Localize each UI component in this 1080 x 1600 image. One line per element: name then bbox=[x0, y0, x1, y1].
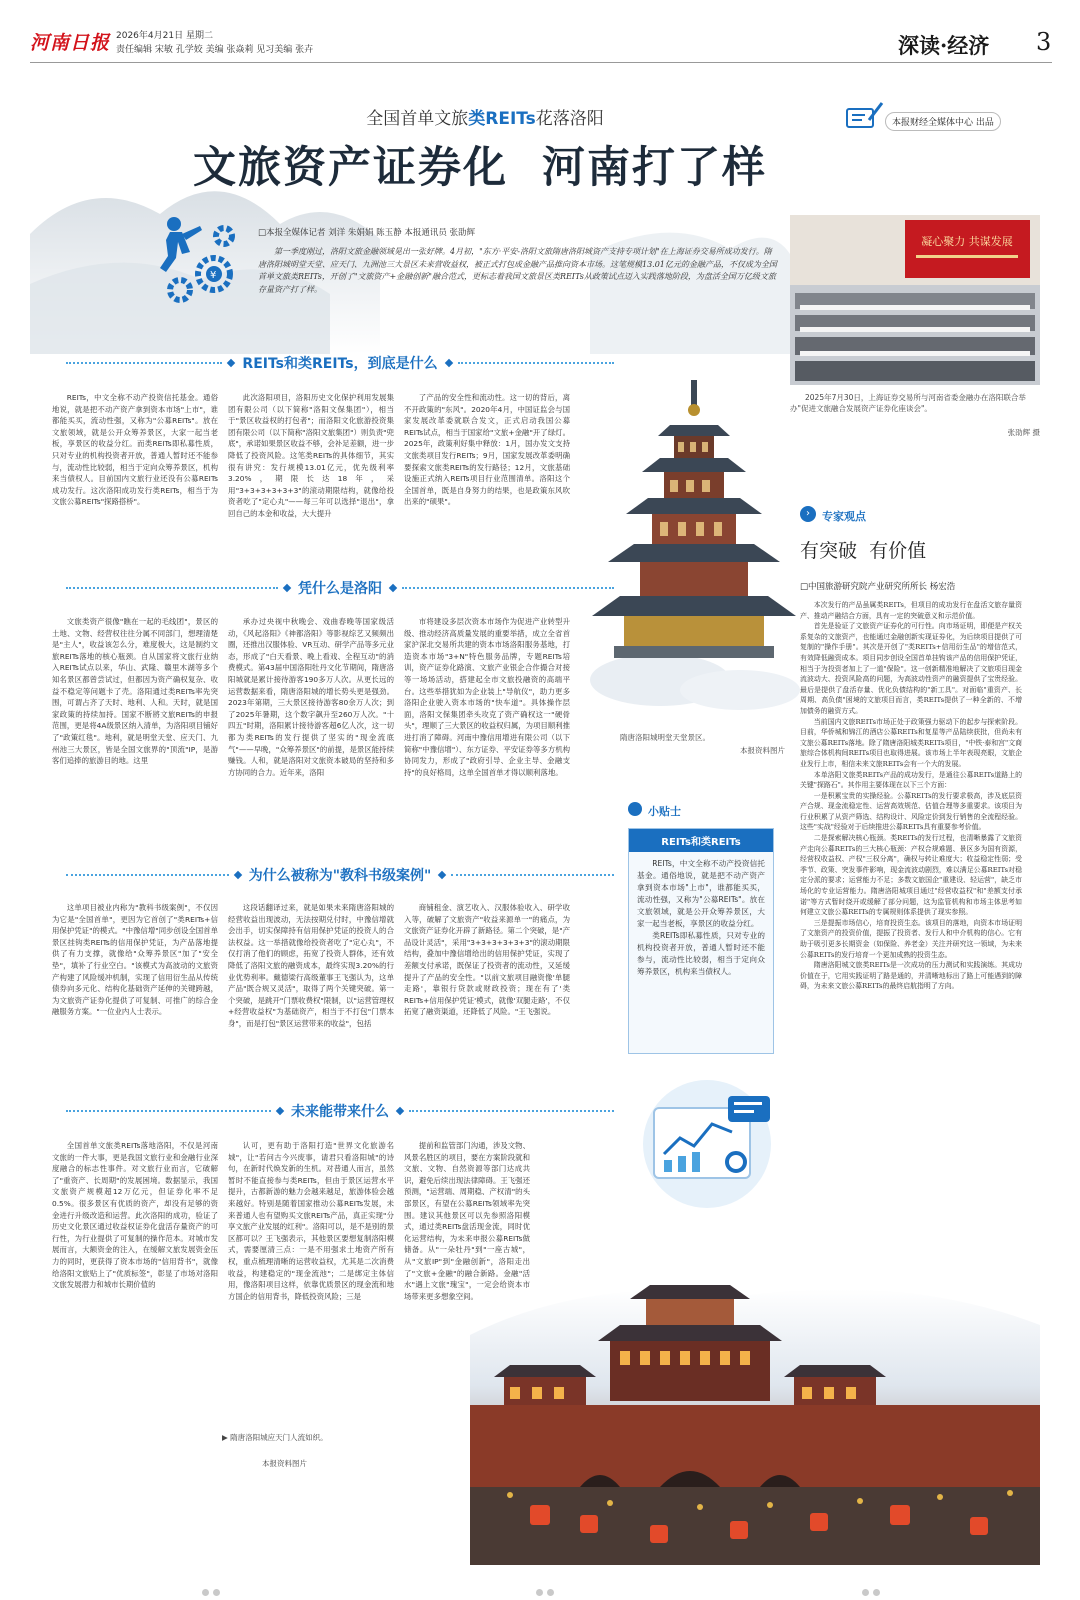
lead-paragraph: 第一季度刚过，洛阳文旅金融领域晃出一张好牌。4月初，"东方·平安-洛阳文旅隋唐洛阳城资产支持专项计划"在上海证券交易所成功发行。隋唐洛阳城明堂天堂、应天门、九洲池三大景区未来营收益权，被正式打包成金融产品推向资本市场。这笔规模13.01亿元的金融产品，不仅成为全国首单文旅类REITs，开创了"文旅资产+金融创新"融合范式，更标志着我国文旅景区类REITs从政策试点迈入实践落地阶段，为盘活全国万亿级文旅存量资产打了样。 bbox=[258, 247, 777, 294]
expert-para-4: 本单洛阳文旅类REITs产品的成功发行，是通往公募REITs道路上的关键"探路石"。其作用主要体现在以下三个方面： bbox=[800, 770, 1022, 790]
media-center-text: 本报财经全媒体中心 出品 bbox=[885, 112, 1001, 131]
editor-credits: 责任编辑 宋敏 孔学姣 美编 张焱莉 见习美编 张卉 bbox=[116, 45, 314, 55]
section-3-col-1-text: 这单项目被业内称为"教科书级案例"，不仅因为它是"全国首单"，更因为它首创了"类REITs+信用保护凭证"的模式。"中豫信增"同步创设全国首单景区挂钩类REITs的信用保护凭证，为产品落地提供了有力支撑，就像给"众筹养景区"加了"安全垫"，填补了行业空白。"该模式为高波动的文旅资产构建了风险缓冲机制，实现了信用衍生品从传统债券向多元化、结构化基础资产延伸的关键跨越，为文旅资产证券化提供了可复制、可推广的综合金融服务方案。"一位业内人士表示。 bbox=[52, 903, 218, 1017]
section-4-col-1-text: 全国首单文旅类REITs落地洛阳，不仅是河南文旅的一件大事，更是我国文旅行业和金融行业深度融合的标志性事件。对文旅行业而言，它破解了"重资产、长周期"的发展困境。数据显示，我国文旅资产规模超12万亿元，但证券化率不足0.5%。很多景区有优质的资产，却没有足够的资金进行升级改造和运营。此次洛阳的成功，验证了历史文化景区通过收益权证券化盘活存量资产的可行性，为行业提供了可复制的操作范本。对城市发展而言，大额资金的注入，在缓解文旅发展资金压力的同时，更获得了资本市场的"信用背书"，就像给洛阳文旅贴上了"优质标签"，彰显了市场对洛阳文旅发展潜力和城市长期价值的 bbox=[52, 1141, 218, 1290]
pagoda-illustration bbox=[590, 380, 800, 720]
section-2-diamond-icon-right bbox=[389, 584, 397, 592]
tips-box-title: REITs和类REITs bbox=[629, 829, 773, 852]
footer-dot bbox=[536, 1589, 543, 1596]
pagoda-caption: 隋唐洛阳城明堂天堂景区。 bbox=[620, 733, 710, 742]
conference-banner-text: 凝心聚力 共谋发展 bbox=[921, 235, 1013, 248]
headline: 文旅资产证券化 河南打了样 bbox=[193, 143, 767, 193]
section-2-col-3 bbox=[404, 616, 570, 852]
expert-para-2: 首先是验证了文旅资产证券化的可行性。向市场证明，即便是产权关系复杂的文旅资产，也能通过金融创新实现证券化，为后续项目提供了可复制的"操作手册"。其次是开创了"类REITs+信用衍生品"的增信范式，有效降低融资成本。项目同步创设全国首单挂钩该产品的信用保护凭证，相当于为投资者加上了一道"保险"。这一创新精准地解决了文旅项目现金流波动大、投资风险高的问题，为高波动性资产的融资提供了宝贵经验。最后是提供了盘活存量、优化负债结构的"新工具"。对面临"重资产、长周期、高负债"困境的文旅项目而言，类REITs提供了一种全新的、不增加债务的融资方式。 bbox=[800, 622, 1022, 715]
edit-document-icon bbox=[845, 100, 885, 132]
section-1-dots-left bbox=[66, 362, 222, 364]
conference-photo bbox=[790, 215, 1040, 385]
section-1-col-1-text: REITs，中文全称不动产投资信托基金。通俗地说，就是把不动产资产拿到资本市场"上市"，谁都能买买，流动性强，又称为"公募REITs"。放在文旅领域，就是公开众筹养景区，大家一起当老板，享景区的收益分红。而类REITs即私募性质，只对专业的机构投资者开放，普通人暂时还不能参与，流动性比较弱，相当于定向众筹养景区，机构来当债权人。目前国内文旅行业还没有公募REITs成功发行。这次洛阳成功发行类REITs，相当于为文旅公募REITs"探路搭桥"。 bbox=[52, 393, 218, 507]
masthead-rule bbox=[30, 62, 1052, 63]
expert-para-6: 二是探索解决核心瓶颈。类REITs的发行过程，也清晰暴露了文旅资产走向公募REITs的三大核心瓶颈：产权合规难题、景区多为国有资源，经营权收益权、产权"三权分离"，确权与转让难度大；收益稳定性弱；受季节、政策、突发事件影响，现金流波动剧烈，难以满足公募REITs对稳定分派的要求；运营能力不足；多数文旅国企"重建设、轻运营"，缺乏市场化的专业运营能力。隋唐洛阳城项目通过"经营收益权"和"差额支付承诺"等方式暂时绕开或缓解了部分问题，这为监管机构和市场主体思考如何建立文旅公募REITs的专属规则体系提供了现实参照。 bbox=[800, 834, 1022, 917]
expert-panel bbox=[778, 500, 1044, 1000]
bottom-photo-caption bbox=[222, 1432, 352, 1443]
section-4-dots-left bbox=[66, 1110, 271, 1112]
section-1-dots-right bbox=[458, 362, 614, 364]
expert-para-7: 三是提振市场信心，培育投资生态。该项目的落地，向资本市场证明了文旅资产的投资价值，提振了投资者、发行人和中介机构的信心。它有助于吸引更多长期资金（如保险、养老金）关注并研究这一领域，为未来公募REITs的发行培育一个更加成熟的投资生态。 bbox=[800, 918, 1022, 959]
section-3-col-1 bbox=[52, 902, 218, 1084]
section-1-col-3-text: 了产品的安全性和流动性。这一切的背后，离不开政策的"东风"。2020年4月，中国证监会与国家发展改革委就联合发文，正式启动我国公募REITs试点，相当于国家给"文旅+金融"开了绿灯。2025年，政策利好集中释放：1月，国办发文支持文旅类项目发行REITs；9月，国家发展改革委明确要探索文旅类REITs的发行路径；12月，文旅基础设施正式纳入REITs项目行业范围清单。洛阳这个全国首单，既是自身努力的结果，也是政策东风吹出来的"硕果"。 bbox=[404, 393, 570, 507]
tips-para-1: REITs，中文全称不动产投资信托基金。通俗地说，就是把不动产资产拿到资本市场"上市"，谁都能买买，流动性强，又称为"公募REITs"。放在文旅领域，就是公开众筹养景区，大家一起当老板，享景区的收益分红。 bbox=[637, 859, 765, 928]
footer-dot bbox=[547, 1589, 554, 1596]
byline: □本报全媒体记者 刘洋 朱娟娟 陈玉静 本报通讯员 张劭辉 bbox=[258, 228, 476, 238]
subheadline bbox=[300, 104, 670, 129]
section-2-col-2 bbox=[228, 616, 394, 852]
tips-box bbox=[628, 828, 774, 1054]
section-4-heading bbox=[60, 1098, 620, 1124]
lightbulb-icon bbox=[628, 802, 642, 816]
footer-dot bbox=[873, 1589, 880, 1596]
tips-tag: 小贴士 bbox=[648, 805, 681, 818]
pagoda-credit: 本报资料图片 bbox=[740, 746, 785, 755]
footer-dots-right bbox=[860, 1581, 882, 1600]
expert-para-8: 隋唐洛阳城文旅类REITs是一次成功的压力测试和实践演练。其成功价值在于，它用实践证明了路是通的，并清晰地标出了路上可能遇到的障碍，为未来文旅公募REITs的最终启航指明了方向。 bbox=[800, 961, 1022, 991]
footer-dot bbox=[862, 1589, 869, 1596]
media-center-badge bbox=[845, 100, 1035, 134]
section-4-title: 未来能带来什么 bbox=[291, 1104, 389, 1120]
conference-photo-credit: 张劭辉 摄 bbox=[1007, 428, 1040, 437]
section-3-heading bbox=[60, 862, 620, 888]
section-2-dots-left bbox=[66, 587, 278, 589]
footer-dots-left bbox=[200, 1581, 222, 1600]
section-1-title: REITs和类REITs，到底是什么 bbox=[242, 356, 438, 372]
expert-author: □中国旅游研究院产业研究所所长 杨宏浩 bbox=[800, 582, 956, 592]
yingtian-gate-photo bbox=[470, 1255, 1040, 1565]
tips-header bbox=[628, 800, 768, 822]
page-number: 3 bbox=[1036, 28, 1052, 56]
section-2-col-2-text: 承办过央视中秋晚会、戏曲春晚等国家级活动，《风起洛阳》《神都洛阳》等影视综艺又频频出圈，还推出汉服体验、VR互动、研学产品等多元业态，形成了"白天看景、晚上看戏、全程互动"的消费模式。第43届中国洛阳牡丹文化节期间，隋唐洛阳城就是累计接待游客190多万人次。从更长远的运营数据来看，隋唐洛阳城的增长势头更是强劲。2023年第期，三大景区接待游客80余万人次；到了2025年暑期，这个数字飙升至260万人次。"十四五"时期，洛阳累计接待游客超6亿人次，这一切都为类REITs的发行提供了坚实的"现金流底气"——早晚，"众筹养景区"的前提，是景区能持续赚钱。人和，就是洛阳对文旅资本破局的坚持和多方协同的合力。近年来，洛阳 bbox=[228, 617, 394, 777]
conference-photo-caption: 2025年7月30日，上海证券交易所与河南省委金融办在洛阳联合举办"促进文旅融合发展资产证券化座谈会"。 bbox=[790, 393, 1026, 413]
triangle-marker-icon: ▶ bbox=[222, 1433, 231, 1442]
expert-tag: 专家观点 bbox=[822, 510, 866, 523]
masthead bbox=[30, 26, 1052, 60]
expert-para-3: 当前国内文旅REITs市场正处于政策强力驱动下的起步与探索阶段。目前，华侨城和锦江的酒店公募REITs和复星等产品陆续获批，但尚未有文旅公募REITs落地。除了隋唐洛阳城类REITs项目，"中铁·泰和宫"文商旅综合体机构间REITs项目也取得进展。该市场上半年表现亮眼，文旅企业发行上市，相信未来文旅REITs会有一个大的发展。 bbox=[800, 717, 1022, 768]
section-label: 深读·经济 bbox=[898, 33, 990, 58]
section-4-col-2-text: 认可，更有助于洛阳打造"世界文化旅游名城"，让"若问古今兴废事，请君只看洛阳城"的诗句，在新时代焕发新的生机。对普通人而言，虽然暂时不能直接参与类REITs，但由于景区运营水平提升，古都新游的魅力会越来越足，旅游体验会越来越好。特别是随着国家推动公募REITs发展，未来普通人也有望购买文旅REITs产品，真正实现"分享文旅产业发展的红利"。洛阳可以，是不是别的景区都可以？王飞强表示，其他景区要想复制洛阳模式，需要厘清三点：一是不用强求土地资产所有权，重点梳理清晰的运营收益权，尤其是二次消费收益，构建稳定的"现金流池"；二是绑定主体信用，像洛阳项目这样，依靠优质景区的现金流和地方国企的信用背书，降低投资风险；三是 bbox=[228, 1141, 394, 1301]
svg-text:¥: ¥ bbox=[210, 270, 217, 281]
expert-title: 有突破 有价值 bbox=[800, 540, 927, 562]
gears-person-icon bbox=[160, 212, 240, 308]
expert-tag-icon: › bbox=[800, 506, 816, 522]
newspaper-logo: 河南日报 bbox=[30, 32, 111, 54]
section-2-col-3-text: 市将建设多层次资本市场作为促进产业转型升级、推动经济高质量发展的重要举措，成立全省首家沪深北交易所共建的资本市场洛阳服务基地，打造资本市场"3+N"特色服务品牌，专题REITs培训，资产证券化路演、文旅产业银企合作撮合对接等一场场活动，搭建起全市文旅投融资的高端平台。这些举措犹如为企业装上"导航仪"，助力更多洛阳企业驶入资本市场的"快车道"。具体操作层面，洛阳文保集团牵头攻克了资产确权这一"硬骨头"，理顺了三大景区的收益权归属，为项目顺利推进打消了障碍。河南中豫信用增进有限公司（以下简称"中豫信增"）、东方证券、平安证券等多方机构协同发力，形成了"政府引导、企业主导、金融支持"的良好格局，这单全国首单才得以顺利落地。 bbox=[404, 617, 570, 777]
section-4-col-1 bbox=[52, 1140, 218, 1370]
subheadline-highlight: 类REITs bbox=[468, 109, 536, 129]
section-3-col-3-text: 商铺租金、演艺收入、汉服体验收入、研学收入等，破解了文旅资产"收益来源单一"的痛点，为文旅资产证券化开辟了新路径。第二个突破，是"产品设计灵活"，采用"3+3+3+3+3+3"的滚动期限结构，叠加中豫信增给出的信用保护凭证，实现了差额支付承诺，既保证了投资者的流动性，又延缓提升了产品的安全性。"以前文旅项目融资像'单腿走路'，靠银行贷款或财政投资；现在有了'类REITs+信用保护凭证'模式，就像'双腿走路'，不仅拓宽了融资渠道，还降低了风险。"王飞强说。 bbox=[404, 903, 570, 1017]
section-3-title: 为什么被称为"教科书级案例" bbox=[248, 868, 432, 884]
section-4-col-2 bbox=[228, 1140, 394, 1370]
tips-para-2: 类REITs即私募性质，只对专业的机构投资者开放，普通人暂时还不能参与，流动性比较弱，相当于定向众筹养景区，机构来当债权人。 bbox=[637, 931, 765, 976]
section-1-col-2 bbox=[228, 392, 394, 567]
section-4-diamond-icon-right bbox=[396, 1107, 404, 1115]
subheadline-pre: 全国首单文旅 bbox=[366, 109, 469, 129]
bottom-photo-credit: 本报资料图片 bbox=[262, 1459, 307, 1468]
section-3-col-2-text: 这段话翻译过来，就是如果未来隋唐洛阳城的经营收益出现波动，无法按期兑付时，中豫信增就会出手，切实保障持有信用保护凭证的投资人的合法权益。这一举措就像给投资者吃了"定心丸"，不仅打消了他们的顾虑，拓宽了投资人群体，还有效降低了洛阳文旅的融资成本，最终实现3.20%的行业优势利率。戴德梁行高级董事王飞强认为，这单产品"既合规又灵活"，取得了两个关键突破。第一个突破，是跳开"门票收费权"限制，以"运营管理权+经营收益权"为基础资产，相当于不打包"门票本身"，而是打包"景区运营带来的收益"，包括 bbox=[228, 903, 394, 1028]
expert-para-5: 一是积累宝贵的实操经验。公募REITs的发行要求极高，涉及底层资产合规、现金流稳定性、运营高效规范、估值合理等多重要求。该项目为行业积累了从资产筛选、结构设计、风险定价到发行销售的全流程经验。这些"实战"经验对于后续推进公募REITs具有重要参考价值。 bbox=[800, 791, 1022, 832]
section-2-dots-right bbox=[402, 587, 614, 589]
section-3-diamond-icon-right bbox=[438, 871, 446, 879]
section-4-col-3-text: 提前和监管部门沟通，涉及文物、风景名胜区的项目，要在方案阶段就和文旅、文物、自然资源等部门达成共识，避免后续出现法律障碍。王飞强还预测，"运营端、周期稳、产权清"的头部景区，有望在公募REITs领域率先突围。建议其他景区可以先参照洛阳模式，通过类REITs盘活现金流，同时优化运营结构，为未来申报公募REITs做储备。从"一朵牡丹"到"一座古城"，从"文旅IP"到"金融创新"，洛阳走出了"文旅+金融"的融合新路。金融"活水"遇上文旅"瑰宝"，一定会给资本市场带来更多想象空间。 bbox=[404, 1141, 530, 1301]
section-3-dots-right bbox=[451, 874, 614, 876]
section-4-dots-right bbox=[409, 1110, 614, 1112]
section-3-dots-left bbox=[66, 874, 229, 876]
section-1-col-1 bbox=[52, 392, 218, 567]
subheadline-post: 花落洛阳 bbox=[535, 109, 604, 129]
footer-dot bbox=[202, 1589, 209, 1596]
footer-dots-center bbox=[534, 1581, 556, 1600]
section-2-col-1 bbox=[52, 616, 218, 852]
section-1-heading bbox=[60, 350, 620, 376]
expert-para-1: 本次发行的产品虽属类REITs，但项目的成功发行在盘活文旅存量资产、推动产融结合方面，具有一定的突破意义和示范价值。 bbox=[800, 601, 1022, 620]
section-3-col-2 bbox=[228, 902, 394, 1084]
section-1-col-2-text: 此次洛阳项目，洛阳历史文化保护利用发展集团有限公司（以下简称"洛阳文保集团"），相当于"景区收益权的打包者"；而洛阳文化旅游投资集团有限公司（以下简称"洛阳文旅集团"）则负责"兜底"，承诺如果景区收益不够，会补足差额，进一步降低了投资风险。这笔类REITs的具体细节，其实很有讲究：发行规模13.01亿元，优先级利率3.20%，期限长达18年，采用"3+3+3+3+3+3"的滚动期限结构，就像给投资者吃了"定心丸"——每三年可以选择"退出"，拿回自己的本金和收益，大大提升 bbox=[228, 393, 394, 518]
footer-dot bbox=[213, 1589, 220, 1596]
tips-body bbox=[629, 852, 773, 1048]
section-3-col-3 bbox=[404, 902, 570, 1084]
bottom-caption-text: 隋唐洛阳城应天门人流如织。 bbox=[230, 1433, 328, 1442]
section-2-title: 凭什么是洛阳 bbox=[298, 581, 382, 597]
section-1-col-3 bbox=[404, 392, 570, 567]
issue-date: 2026年4月21日 星期二 bbox=[116, 31, 213, 41]
dashboard-illustration bbox=[632, 1072, 782, 1212]
section-1-diamond-icon-right bbox=[444, 359, 452, 367]
section-2-col-1-text: 文旅类资产很像"瞧在一起的毛线团"，景区的土地、文物、经营权往往分属不同部门，想理清楚是"主人"，收益该怎么分，难度极大，这是制约文旅REITs落地的核心瓶颈。自从国家将文旅行业纳入REITs试点以来，华山、武隆、赣里木湖等多个知名景区都曾尝试过，但都因为资产确权复杂、收益不稳定等问题卡了壳。洛阳通过类REITs率先突围，可谓占齐了天时、地利、人和。天时，就是国家政策的持续加持。国家不断將文旅REITs的申报范围，更是将4A级景区纳入清单，为洛阳项目铺好了"政策红毯"。地利，就是明堂天堂、应天门、九州池三大景区，皆是全国文旅界的"顶流"IP，是游客们追捧的旅游目的地。这里 bbox=[52, 617, 218, 766]
section-2-heading bbox=[60, 575, 620, 601]
